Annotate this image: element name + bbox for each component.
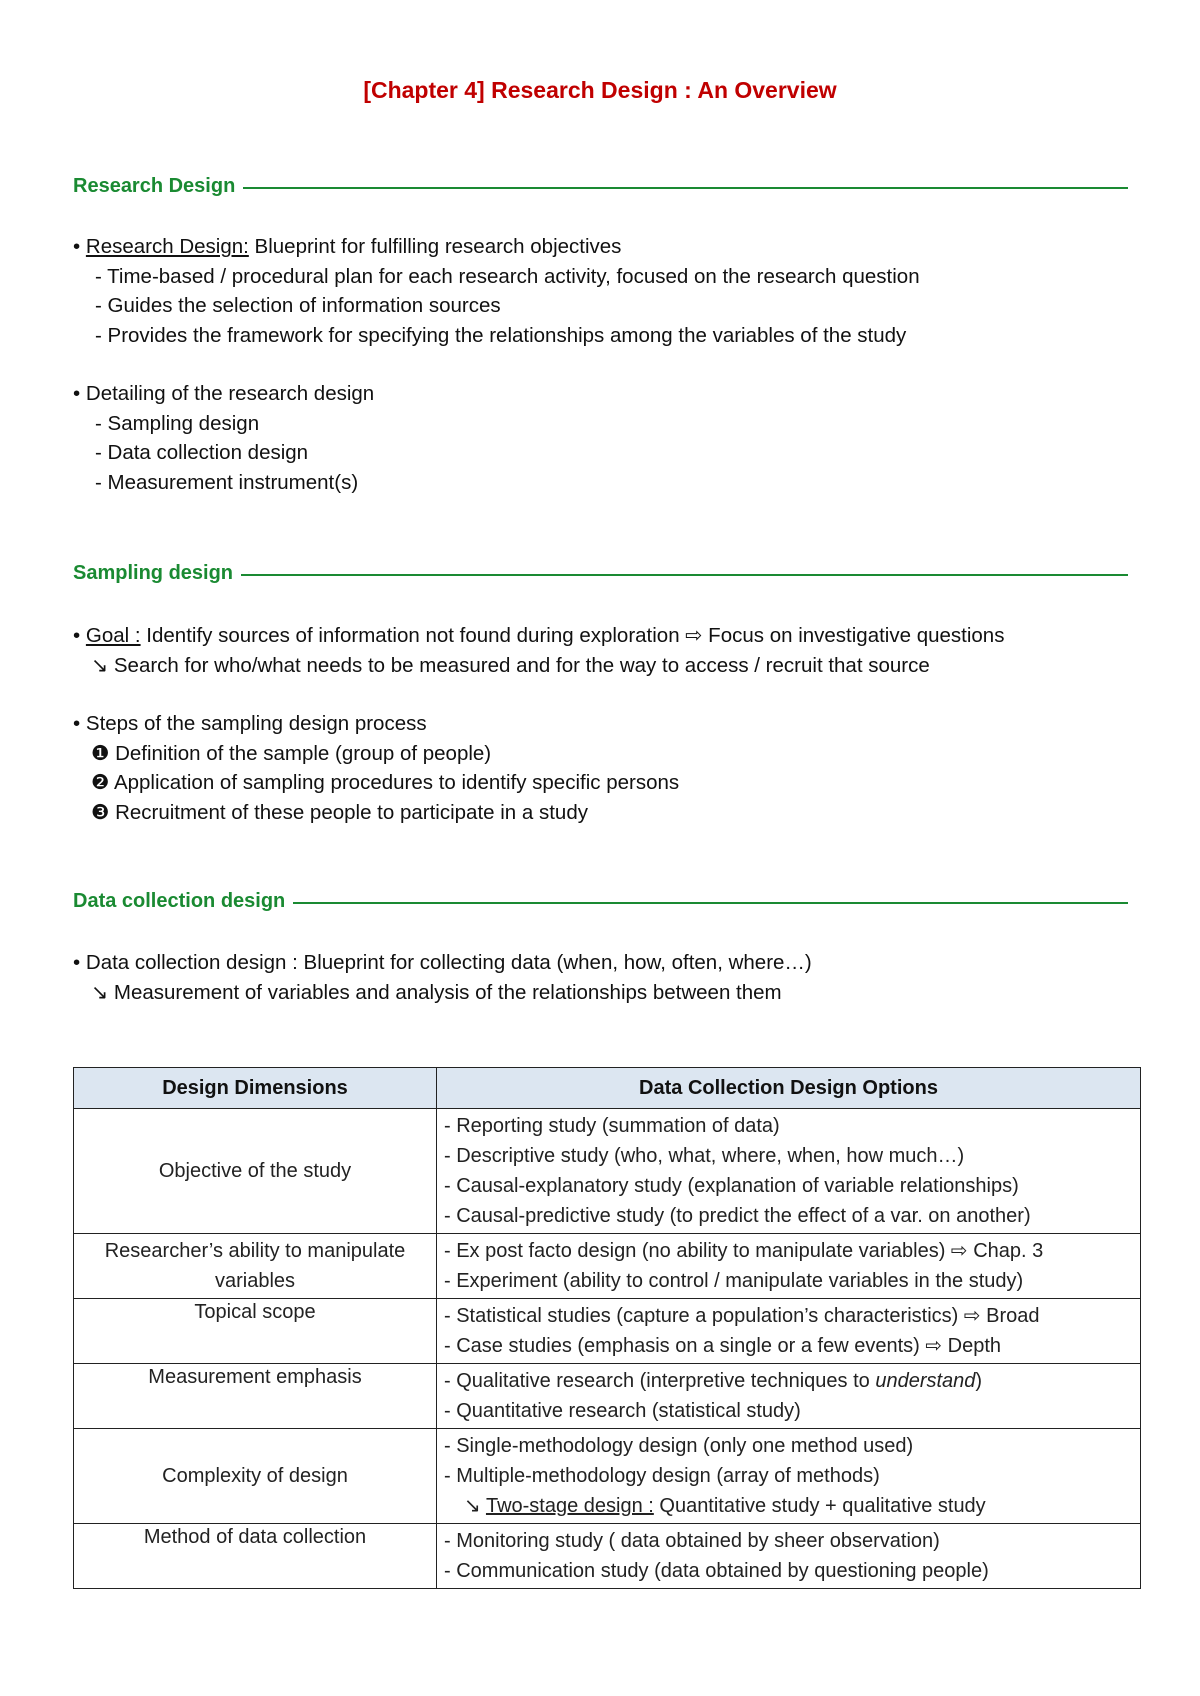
- dimension-line: Researcher’s ability to manipulate: [104, 1240, 406, 1262]
- section-rule: [243, 187, 1128, 189]
- term-two-stage-design: Two-stage design :: [485, 1495, 654, 1517]
- research-design-content: [73, 232, 1153, 497]
- table-row: [74, 1429, 1141, 1524]
- option-line: - Case studies (emphasis on a single or a few events) ⇨ Depth: [444, 1335, 1002, 1357]
- term-goal: Goal :: [85, 624, 141, 647]
- page-title: [Chapter 4] Research Design : An Overview: [363, 77, 837, 103]
- dimension-cell: Topical scope: [74, 1299, 437, 1364]
- data-collection-content: [73, 948, 1153, 1007]
- option-line: - Statistical studies (capture a population’s characteristics) ⇨ Broad: [444, 1305, 1040, 1327]
- section-heading-research-design: [73, 175, 1128, 198]
- design-options-table: [73, 1067, 1141, 1589]
- option-text: ): [975, 1370, 983, 1392]
- section-rule: [293, 902, 1128, 904]
- step-item: ❶ Definition of the sample (group of people): [91, 741, 492, 765]
- dimension-cell: Complexity of design: [74, 1429, 437, 1524]
- list-item: - Guides the selection of information sources: [95, 294, 501, 317]
- option-line: - Ex post facto design (no ability to manipulate variables) ⇨ Chap. 3: [444, 1240, 1044, 1262]
- sampling-design-content: [73, 621, 1153, 827]
- options-cell: [437, 1234, 1141, 1299]
- bullet-steps: [73, 709, 1153, 739]
- list-item: - Time-based / procedural plan for each research activity, focused on the research question: [95, 264, 920, 288]
- dimension-line: variables: [214, 1270, 296, 1292]
- bullet-data-collection: [73, 948, 1153, 978]
- dimension-cell: Method of data collection: [74, 1524, 437, 1589]
- table-row: [74, 1524, 1141, 1589]
- option-line: - Single-methodology design (only one method used): [444, 1435, 914, 1457]
- options-cell: [437, 1364, 1141, 1429]
- bullet-text: Blueprint for fulfilling research objectives: [248, 235, 622, 258]
- section-title: Sampling design: [73, 562, 234, 584]
- section-title: Data collection design: [73, 890, 286, 912]
- bullet-mark: •: [73, 951, 81, 974]
- table-row: [74, 1364, 1141, 1429]
- options-cell: [437, 1299, 1141, 1364]
- table-row: [74, 1109, 1141, 1234]
- bullet-mark: •: [73, 382, 81, 405]
- option-line: - Multiple-methodology design (array of methods): [444, 1465, 880, 1487]
- option-line: - Communication study (data obtained by questioning people): [444, 1560, 989, 1582]
- header-design-options: Data Collection Design Options: [437, 1068, 1141, 1109]
- bullet-mark: •: [73, 235, 81, 258]
- option-line: - Descriptive study (who, what, where, when, how much…): [444, 1145, 965, 1167]
- list-item: - Data collection design: [95, 441, 309, 464]
- option-text: - Qualitative research (interpretive techniques to: [444, 1370, 876, 1392]
- option-line: [444, 1366, 1133, 1396]
- table-row: [74, 1234, 1141, 1299]
- list-item: - Sampling design: [95, 411, 260, 435]
- option-line: - Causal-predictive study (to predict the effect of a var. on another): [444, 1205, 1031, 1227]
- table-row: [74, 1299, 1141, 1364]
- options-cell: [437, 1429, 1141, 1524]
- bullet-text: Steps of the sampling design process: [85, 712, 427, 735]
- section-title: Research Design: [73, 175, 236, 197]
- option-line: - Reporting study (summation of data): [444, 1115, 780, 1137]
- option-line: - Experiment (ability to control / manipulate variables in the study): [444, 1270, 1024, 1292]
- bullet-text: Data collection design : Blueprint for collecting data (when, how, often, where…): [85, 951, 812, 974]
- options-cell: [437, 1524, 1141, 1589]
- section-heading-sampling-design: [73, 562, 1128, 585]
- step-item: ❷ Application of sampling procedures to identify specific persons: [91, 771, 680, 794]
- bullet-text: Identify sources of information not found during exploration ⇨ Focus on investigative questions: [140, 624, 1005, 647]
- bullet-detailing: [73, 379, 1153, 409]
- option-text: Quantitative study + qualitative study: [653, 1495, 986, 1517]
- bullet-research-design: [73, 232, 1153, 262]
- sub-arrow-line: ↘ Measurement of variables and analysis of the relationships between them: [91, 980, 782, 1004]
- dimension-cell: Measurement emphasis: [74, 1364, 437, 1429]
- section-heading-data-collection-design: [73, 890, 1128, 913]
- option-line: - Monitoring study ( data obtained by sheer observation): [444, 1530, 940, 1552]
- arrow-glyph: ↘: [464, 1495, 486, 1517]
- bullet-text: Detailing of the research design: [85, 382, 375, 405]
- option-emphasis: understand: [875, 1370, 976, 1392]
- option-sub-line: [444, 1491, 1133, 1521]
- list-item: - Measurement instrument(s): [95, 470, 359, 494]
- header-design-dimensions: Design Dimensions: [74, 1068, 437, 1109]
- option-line: - Quantitative research (statistical study): [444, 1400, 801, 1422]
- term-research-design: Research Design:: [85, 235, 249, 258]
- table-header-row: [74, 1068, 1141, 1109]
- bullet-mark: •: [73, 712, 81, 735]
- dimension-cell: [74, 1234, 437, 1299]
- list-item: - Provides the framework for specifying the relationships among the variables of the study: [95, 323, 907, 347]
- step-item: ❸ Recruitment of these people to participate in a study: [91, 800, 588, 824]
- bullet-goal: [73, 621, 1153, 651]
- section-rule: [241, 574, 1128, 576]
- option-line: - Causal-explanatory study (explanation of variable relationships): [444, 1175, 1019, 1197]
- sub-arrow-line: ↘ Search for who/what needs to be measured and for the way to access / recruit that source: [91, 653, 930, 677]
- dimension-cell: Objective of the study: [74, 1109, 437, 1234]
- bullet-mark: •: [73, 624, 81, 647]
- options-cell: [437, 1109, 1141, 1234]
